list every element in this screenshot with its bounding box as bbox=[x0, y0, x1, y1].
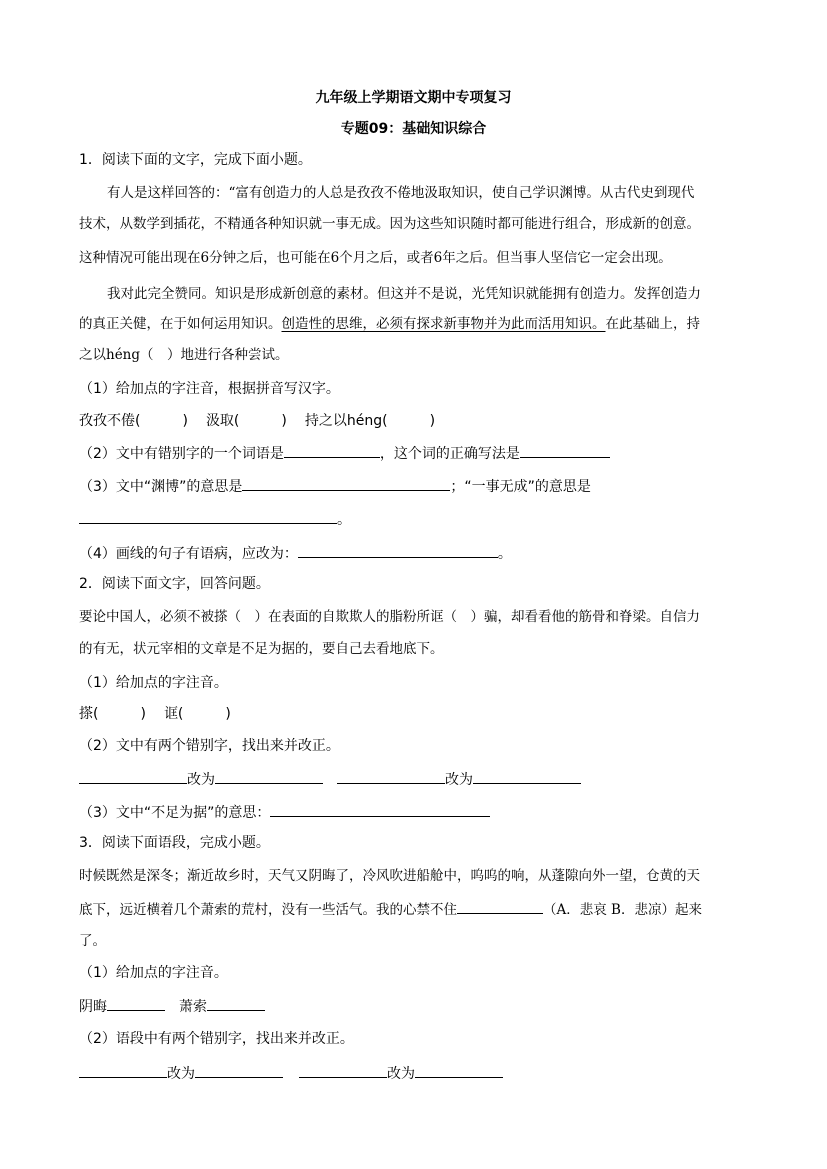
q3-sub1-items bbox=[79, 996, 265, 1017]
answer-blank[interactable] bbox=[284, 443, 380, 458]
q1-sub3-cont bbox=[79, 509, 351, 530]
change-to-label: 改为 bbox=[167, 1066, 195, 1082]
answer-blank[interactable] bbox=[299, 1063, 387, 1078]
q1-sub4-text: 。 bbox=[497, 546, 512, 562]
q3-sub2: （2）语段中有两个错别字，找出来并改正。 bbox=[79, 1031, 354, 1047]
q1-text: 在此基础上，持 bbox=[605, 316, 700, 332]
doc-title: 九年级上学期语文期中专项复习 bbox=[315, 90, 512, 106]
q1-item: ) bbox=[429, 413, 436, 429]
q2-passage-line: 的有无，状元宰相的文章是不足为据的，要自己去看地底下。 bbox=[79, 641, 444, 657]
q1-text: 的真正关健，在于如何运用知识。 bbox=[79, 316, 282, 332]
q1-sub3-text: （3）文中“渊博”的意思是 bbox=[79, 479, 243, 495]
q1-sub3 bbox=[79, 476, 591, 497]
q2-item: ) bbox=[225, 706, 231, 722]
answer-blank[interactable] bbox=[79, 769, 187, 784]
q1-item: ) bbox=[182, 413, 188, 429]
change-to-label: 改为 bbox=[445, 772, 473, 788]
q1-header: 1．阅读下面的文字，完成下面小题。 bbox=[79, 152, 312, 168]
q1-sub2-text: （2）文中有错别字的一个词语是 bbox=[79, 446, 284, 462]
q1-passage-line: 技术，从数学到插花，不精通各种知识就一事无成。因为这些知识随时都可能进行组合，形成新的创意。 bbox=[79, 216, 700, 232]
q3-header: 3．阅读下面语段，完成小题。 bbox=[79, 835, 270, 851]
q3-sub1: （1）给加点的字注音。 bbox=[79, 965, 228, 981]
q2-sub3-text: （3）文中“不足为据”的意思： bbox=[79, 805, 271, 821]
q2-item: 搽( bbox=[79, 706, 99, 722]
answer-blank[interactable] bbox=[415, 1063, 503, 1078]
answer-blank[interactable] bbox=[457, 899, 543, 914]
q3-text: 底下，远近横着几个萧索的荒村，没有一些活气。我的心禁不住 bbox=[79, 902, 457, 918]
q1-sub3-text: ；“一事无成”的意思是 bbox=[450, 479, 591, 495]
q2-sub2-blanks bbox=[79, 769, 581, 790]
change-to-label: 改为 bbox=[187, 772, 215, 788]
q2-sub3 bbox=[79, 802, 490, 823]
q1-sub2-text: ，这个词的正确写法是 bbox=[379, 446, 520, 462]
answer-blank[interactable] bbox=[79, 1063, 167, 1078]
q1-passage-line: 我对此完全赞同。知识是形成新创意的素材。但这并不是说，光凭知识就能拥有创造力。发挥创造力 bbox=[107, 286, 701, 302]
q3-passage-line bbox=[79, 899, 702, 920]
q1-sub2 bbox=[79, 443, 610, 464]
q1-passage-line bbox=[79, 314, 700, 334]
q1-sub4-text: （4）画线的句子有语病，应改为： bbox=[79, 546, 298, 562]
q2-item: ) bbox=[140, 706, 146, 722]
q1-sub3-text: 。 bbox=[337, 512, 351, 528]
answer-blank[interactable] bbox=[270, 802, 490, 817]
q1-sub1-items bbox=[79, 411, 435, 431]
q1-passage-line: 这种情况可能出现在6分钟之后，也可能在6个月之后，或者6年之后。但当事人坚信它一定会出现。 bbox=[79, 250, 672, 266]
q3-passage-line: 了。 bbox=[79, 933, 106, 949]
q1-underlined-sentence: 创造性的思维，必须有探求新事物并为此而活用知识。 bbox=[281, 316, 606, 332]
q1-passage-line: 有人是这样回答的：“富有创造力的人总是孜孜不倦地汲取知识，使自己学识渊博。从古代史到现代 bbox=[107, 185, 695, 201]
q2-sub1-items bbox=[79, 704, 231, 724]
q3-sub2-blanks bbox=[79, 1063, 503, 1084]
q1-sub4 bbox=[79, 543, 512, 564]
answer-blank[interactable] bbox=[215, 769, 323, 784]
q1-passage-line: 之以héng（ ）地进行各种尝试。 bbox=[79, 347, 289, 363]
q1-item: 孜孜不倦( bbox=[79, 413, 141, 429]
q1-sub1: （1）给加点的字注音，根据拼音写汉字。 bbox=[79, 381, 340, 397]
answer-blank[interactable] bbox=[520, 443, 610, 458]
change-to-label: 改为 bbox=[387, 1066, 415, 1082]
q1-item: ) bbox=[281, 413, 287, 429]
q1-item: 汲取( bbox=[205, 413, 240, 429]
q2-item: 诓( bbox=[163, 706, 184, 722]
answer-blank[interactable] bbox=[107, 996, 165, 1011]
answer-blank[interactable] bbox=[79, 509, 337, 524]
q3-options: （A．悲哀 B．悲凉）起来 bbox=[543, 902, 702, 918]
answer-blank[interactable] bbox=[337, 769, 445, 784]
q3-item: 萧索 bbox=[179, 999, 207, 1015]
q3-passage-line: 时候既然是深冬；渐近故乡时，天气又阴晦了，冷风吹进船舱中，呜呜的响，从蓬隙向外一望，仓黄的天 bbox=[79, 868, 700, 884]
q2-sub2: （2）文中有两个错别字，找出来并改正。 bbox=[79, 738, 340, 754]
q3-item: 阴晦 bbox=[79, 999, 107, 1015]
answer-blank[interactable] bbox=[242, 476, 450, 491]
q2-header: 2．阅读下面文字，回答问题。 bbox=[79, 576, 270, 592]
answer-blank[interactable] bbox=[473, 769, 581, 784]
answer-blank[interactable] bbox=[298, 543, 498, 558]
answer-blank[interactable] bbox=[195, 1063, 283, 1078]
q2-passage-line: 要论中国人，必须不被搽（ ）在表面的自欺欺人的脂粉所诓（ ）骗，却看看他的筋骨和脊梁。自信力 bbox=[79, 609, 700, 625]
q1-item: 持之以héng( bbox=[304, 413, 388, 429]
answer-blank[interactable] bbox=[207, 996, 265, 1011]
q2-sub1: （1）给加点的字注音。 bbox=[79, 675, 228, 691]
doc-subtitle: 专题09：基础知识综合 bbox=[340, 121, 487, 137]
